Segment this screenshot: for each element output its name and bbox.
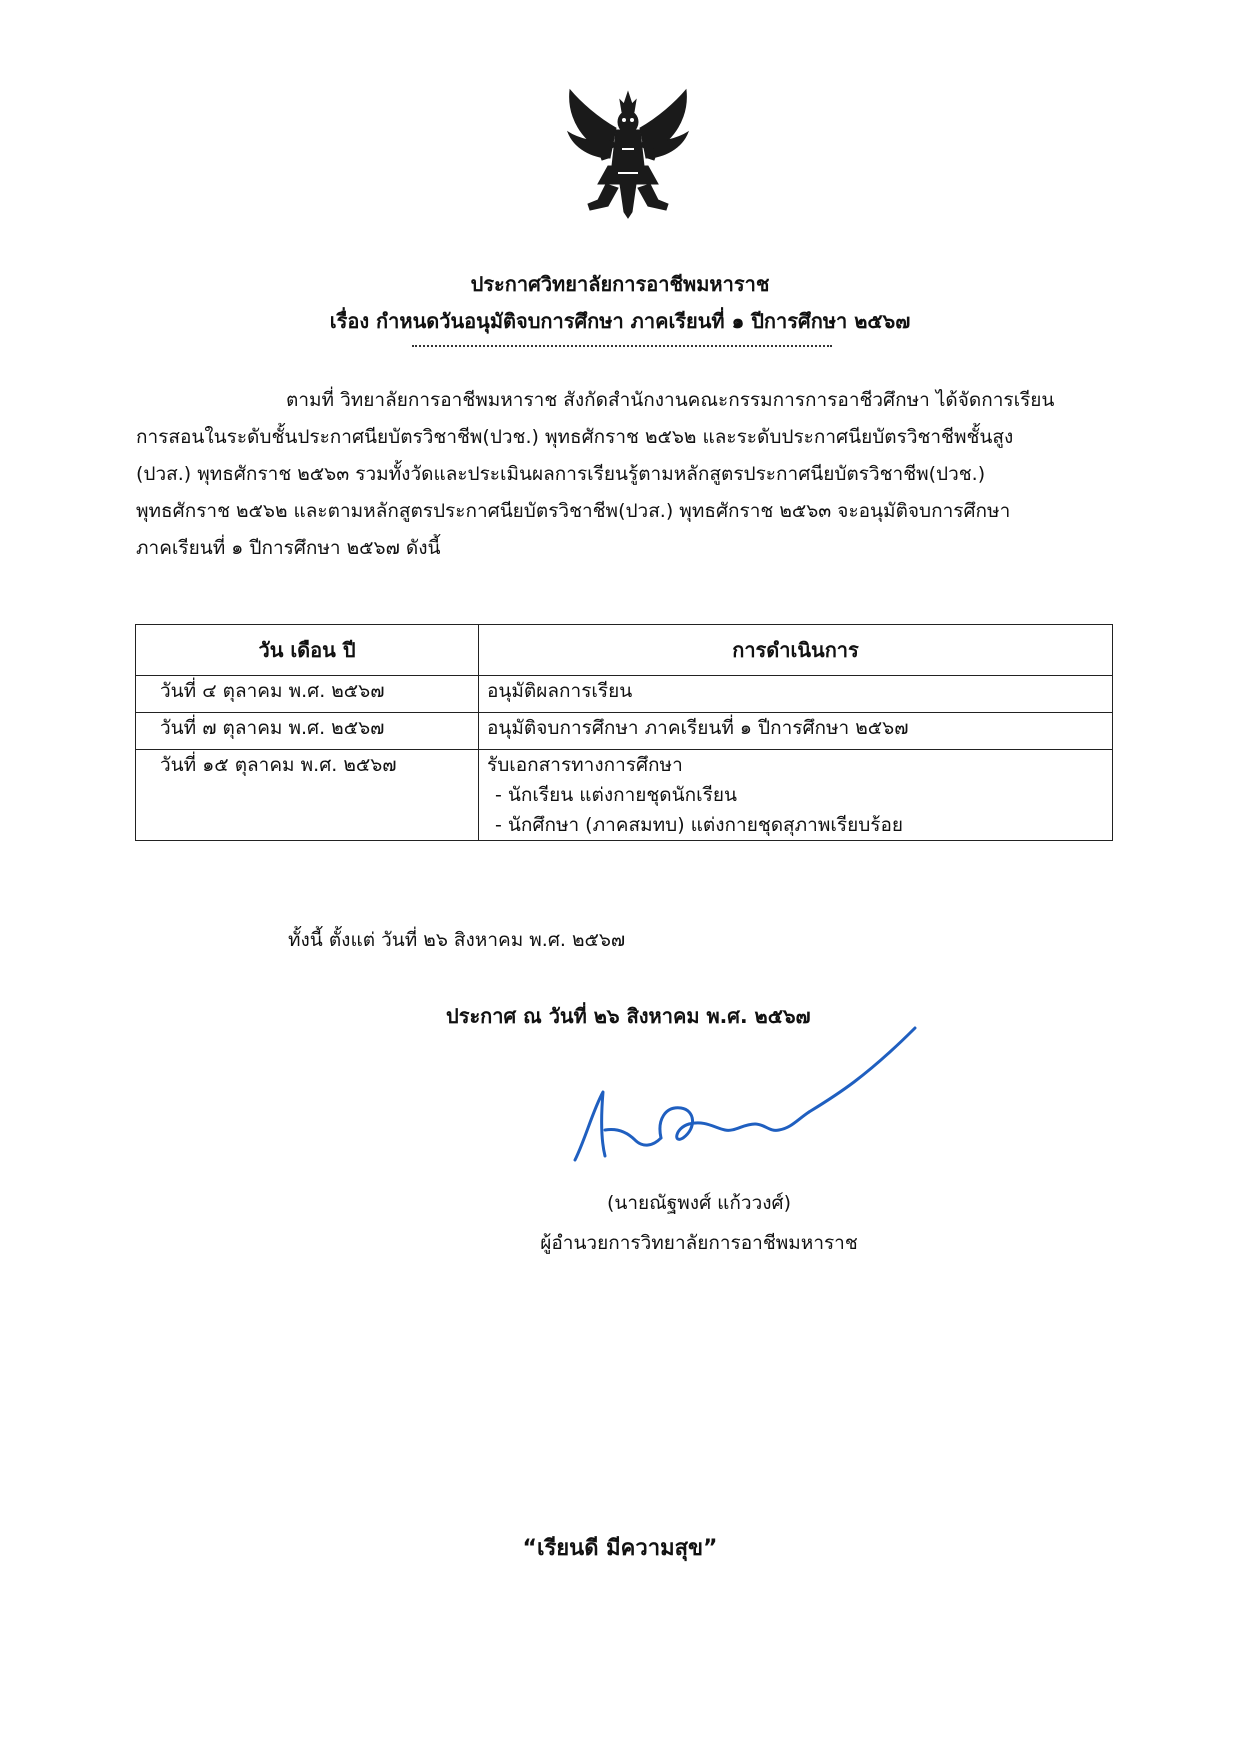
body-paragraph xyxy=(136,382,1112,567)
schedule-table xyxy=(135,624,1113,841)
row-date: วันที่ ๗ ตุลาคม พ.ศ. ๒๕๖๗ xyxy=(136,713,479,750)
row-action: รับเอกสารทางการศึกษา xyxy=(487,754,683,776)
row-action: อนุมัติจบการศึกษา ภาคเรียนที่ ๑ ปีการศึกษา ๒๕๖๗ xyxy=(479,713,1113,750)
signer-name: (นายณัฐพงศ์ แก้ววงศ์) xyxy=(606,1192,792,1214)
paragraph-line: การสอนในระดับชั้นประกาศนียบัตรวิชาชีพ(ปวช.) พุทธศักราช ๒๕๖๒ และระดับประกาศนียบัตรวิชาชีพชั้นสูง xyxy=(136,426,1014,448)
announcement-date: ประกาศ ณ วันที่ ๒๖ สิงหาคม พ.ศ. ๒๕๖๗ xyxy=(446,1004,811,1028)
row-action: อนุมัติผลการเรียน xyxy=(479,676,1113,713)
effective-date: ทั้งนี้ ตั้งแต่ วันที่ ๒๖ สิงหาคม พ.ศ. ๒๕๖๗ xyxy=(288,929,626,951)
column-header-date: วัน เดือน ปี xyxy=(136,625,479,676)
garuda-emblem-icon xyxy=(558,88,698,220)
row-date: วันที่ ๔ ตุลาคม พ.ศ. ๒๕๖๗ xyxy=(136,676,479,713)
paragraph-line: (ปวส.) พุทธศักราช ๒๕๖๓ รวมทั้งวัดและประเมินผลการเรียนรู้ตามหลักสูตรประกาศนียบัตรวิชาชีพ(ปวช.) xyxy=(136,463,986,485)
paragraph-line: ตามที่ วิทยาลัยการอาชีพมหาราช สังกัดสำนักงานคณะกรรมการการอาชีวศึกษา ได้จัดการเรียน xyxy=(286,389,1055,411)
dotted-divider xyxy=(412,345,832,347)
signer-title: ผู้อำนวยการวิทยาลัยการอาชีพมหาราช xyxy=(540,1232,858,1254)
table-row xyxy=(136,676,1113,713)
column-header-action: การดำเนินการ xyxy=(479,625,1113,676)
table-row xyxy=(136,713,1113,750)
row-subitem: - นักศึกษา (ภาคสมทบ) แต่งกายชุดสุภาพเรียบร้อย xyxy=(495,814,904,836)
signature-image xyxy=(565,1020,925,1180)
row-action-cell xyxy=(479,750,1113,841)
announcement-subject: เรื่อง กำหนดวันอนุมัติจบการศึกษา ภาคเรียนที่ ๑ ปีการศึกษา ๒๕๖๗ xyxy=(329,309,911,333)
row-date: วันที่ ๑๕ ตุลาคม พ.ศ. ๒๕๖๗ xyxy=(136,750,479,841)
row-subitem: - นักเรียน แต่งกายชุดนักเรียน xyxy=(495,784,737,806)
paragraph-line: ภาคเรียนที่ ๑ ปีการศึกษา ๒๕๖๗ ดังนี้ xyxy=(136,537,441,559)
table-row xyxy=(136,750,1113,841)
announcement-heading: ประกาศวิทยาลัยการอาชีพมหาราช xyxy=(470,272,770,296)
paragraph-line: พุทธศักราช ๒๕๖๒ และตามหลักสูตรประกาศนียบัตรวิชาชีพ(ปวส.) พุทธศักราช ๒๕๖๓ จะอนุมัติจบการศึกษา xyxy=(136,500,1011,522)
table-header-row xyxy=(136,625,1113,676)
motto: “เรียนดี มีความสุข” xyxy=(522,1536,718,1561)
